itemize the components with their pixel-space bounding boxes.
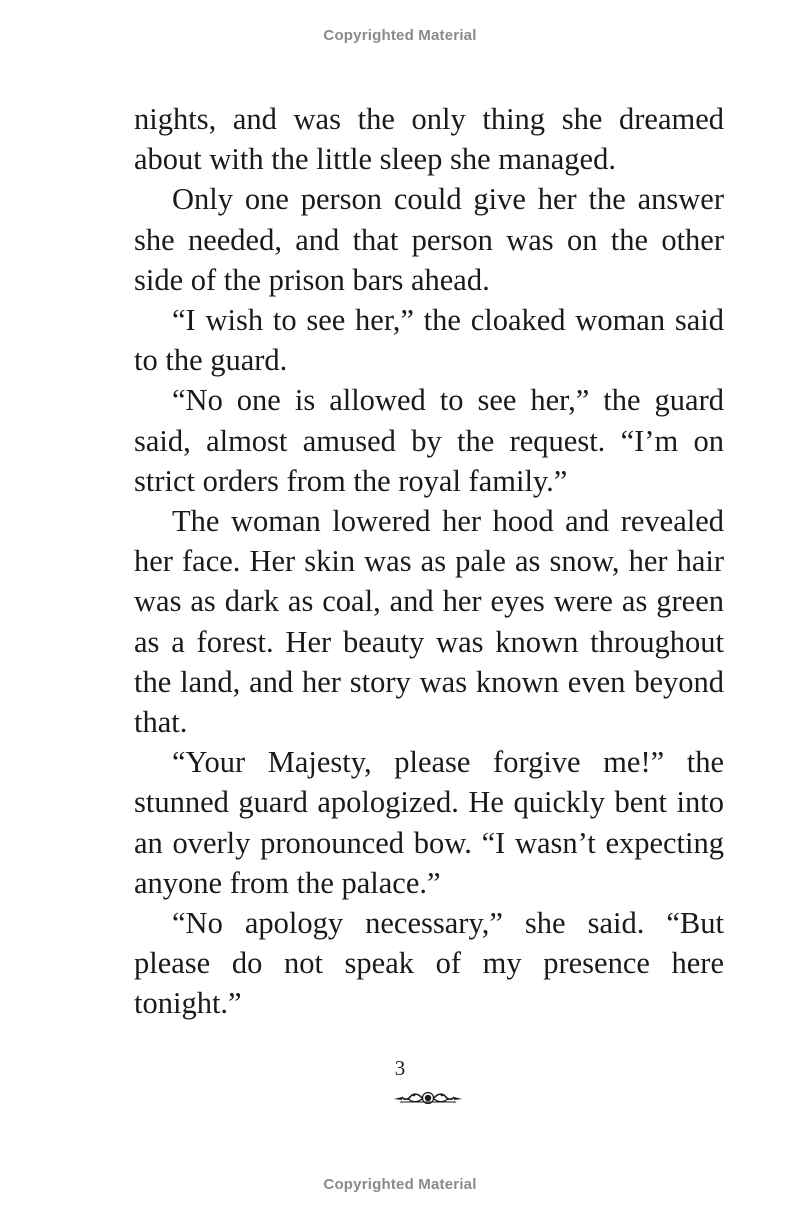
- paragraph-2: Only one person could give her the answer she needed, and that person was on the other side of the prison bars ahead.: [134, 182, 724, 297]
- book-page-body: [134, 99, 724, 1024]
- copyright-watermark-top: Copyrighted Material: [323, 27, 477, 44]
- paragraph-4: “No one is allowed to see her,” the guard said, almost amused by the request. “I’m on strict orders from the royal family.”: [134, 383, 724, 498]
- paragraph-1: nights, and was the only thing she dreamed about with the little sleep she managed.: [134, 102, 724, 177]
- paragraph-3: “I wish to see her,” the cloaked woman said to the guard.: [134, 303, 724, 378]
- paragraph-7: “No apology necessary,” she said. “But please do not speak of my presence here tonight.”: [134, 906, 724, 1021]
- flourish-ornament-icon: [392, 1088, 464, 1108]
- page-number: 3: [394, 1056, 406, 1080]
- copyright-watermark-bottom: Copyrighted Material: [323, 1176, 477, 1193]
- paragraph-5: The woman lowered her hood and revealed her face. Her skin was as pale as snow, her hair was as dark as coal, and her eyes were as green as a forest. Her beauty was known throughout the land, and her story was known even beyond that.: [134, 504, 724, 740]
- paragraph-6: “Your Majesty, please forgive me!” the stunned guard apologized. He quickly bent into an overly pronounced bow. “I wasn’t expecting anyone from the palace.”: [134, 745, 724, 900]
